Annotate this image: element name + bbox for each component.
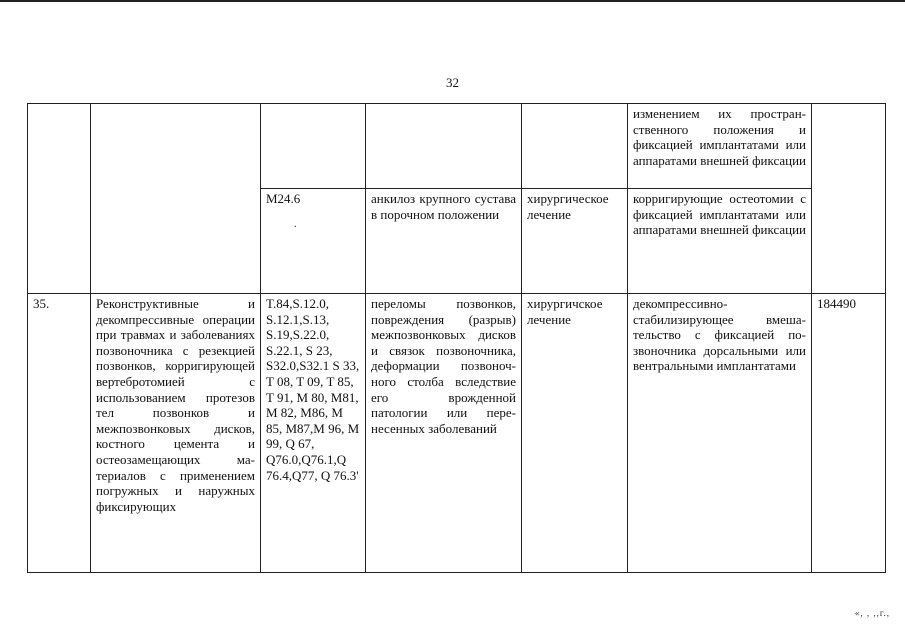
services-table bbox=[27, 103, 886, 573]
service-name-cell bbox=[91, 104, 261, 294]
icd-codes-cell bbox=[261, 189, 366, 294]
table-row bbox=[28, 104, 886, 189]
page-number: 32 bbox=[446, 75, 459, 90]
treatment-method-cell: декомпрессивно-стабилизирующее вмешательство с фиксацией позвоночника дорсальными или вентральными имплантатами bbox=[628, 294, 812, 573]
row-number-cell: 35. bbox=[28, 294, 91, 573]
top-rule bbox=[0, 0, 905, 2]
treatment-method-cell: изменением их пространственного положения и фиксацией имплантатами или аппаратами внешней фиксации bbox=[628, 104, 812, 189]
treatment-method-cell: корригирующие остеотомии с фиксацией имплантатами или аппаратами внешней фиксации bbox=[628, 189, 812, 294]
table-row bbox=[28, 294, 886, 573]
icd-codes-cell bbox=[261, 104, 366, 189]
treatment-type-cell bbox=[522, 104, 628, 189]
treatment-type-cell: хирургичское лечение bbox=[522, 294, 628, 573]
cost-cell: 184490 bbox=[812, 294, 886, 573]
cost-cell bbox=[812, 104, 886, 294]
treatment-type-cell: хирургическое лечение bbox=[522, 189, 628, 294]
service-name-cell: Реконструктивные и декомпрессивные операции при травмах и заболеваниях позвоночника с резекцией позвонков, корригирующей вертебротомией с использованием протезов тел позвонков и межпозвонковых дисков, костного цемента и остеозамещающих материалов с применением погружных и наружных фиксирующих bbox=[91, 294, 261, 573]
footer-mark: «, , ,,г., bbox=[854, 608, 890, 618]
icd-codes-cell: T.84,S.12.0, S.12.1,S.13, S.19,S.22.0, S.22.1, S 23, S32.0,S32.1 S 33, T 08, T 09, T 85, T 91, M 80, M81, M 82, M86, M 85, M87,M 96, M 99, Q 67, Q76.0,Q76.1,Q 76.4,Q77, Q 76.3' bbox=[261, 294, 366, 573]
icd-codes-text: M24.6 bbox=[266, 191, 301, 206]
patient-model-cell: анкилоз крупного сустава в порочном положении bbox=[366, 189, 522, 294]
patient-model-cell bbox=[366, 104, 522, 189]
row-number-cell bbox=[28, 104, 91, 294]
scan-dot-mark: . bbox=[294, 218, 297, 230]
patient-model-cell: переломы позвонков, повреждения (разрыв) межпозвонковых дисков и связок позвоночника, деформации позвоночного столба вследствие его врожденной патологии или перенесенных заболеваний bbox=[366, 294, 522, 573]
